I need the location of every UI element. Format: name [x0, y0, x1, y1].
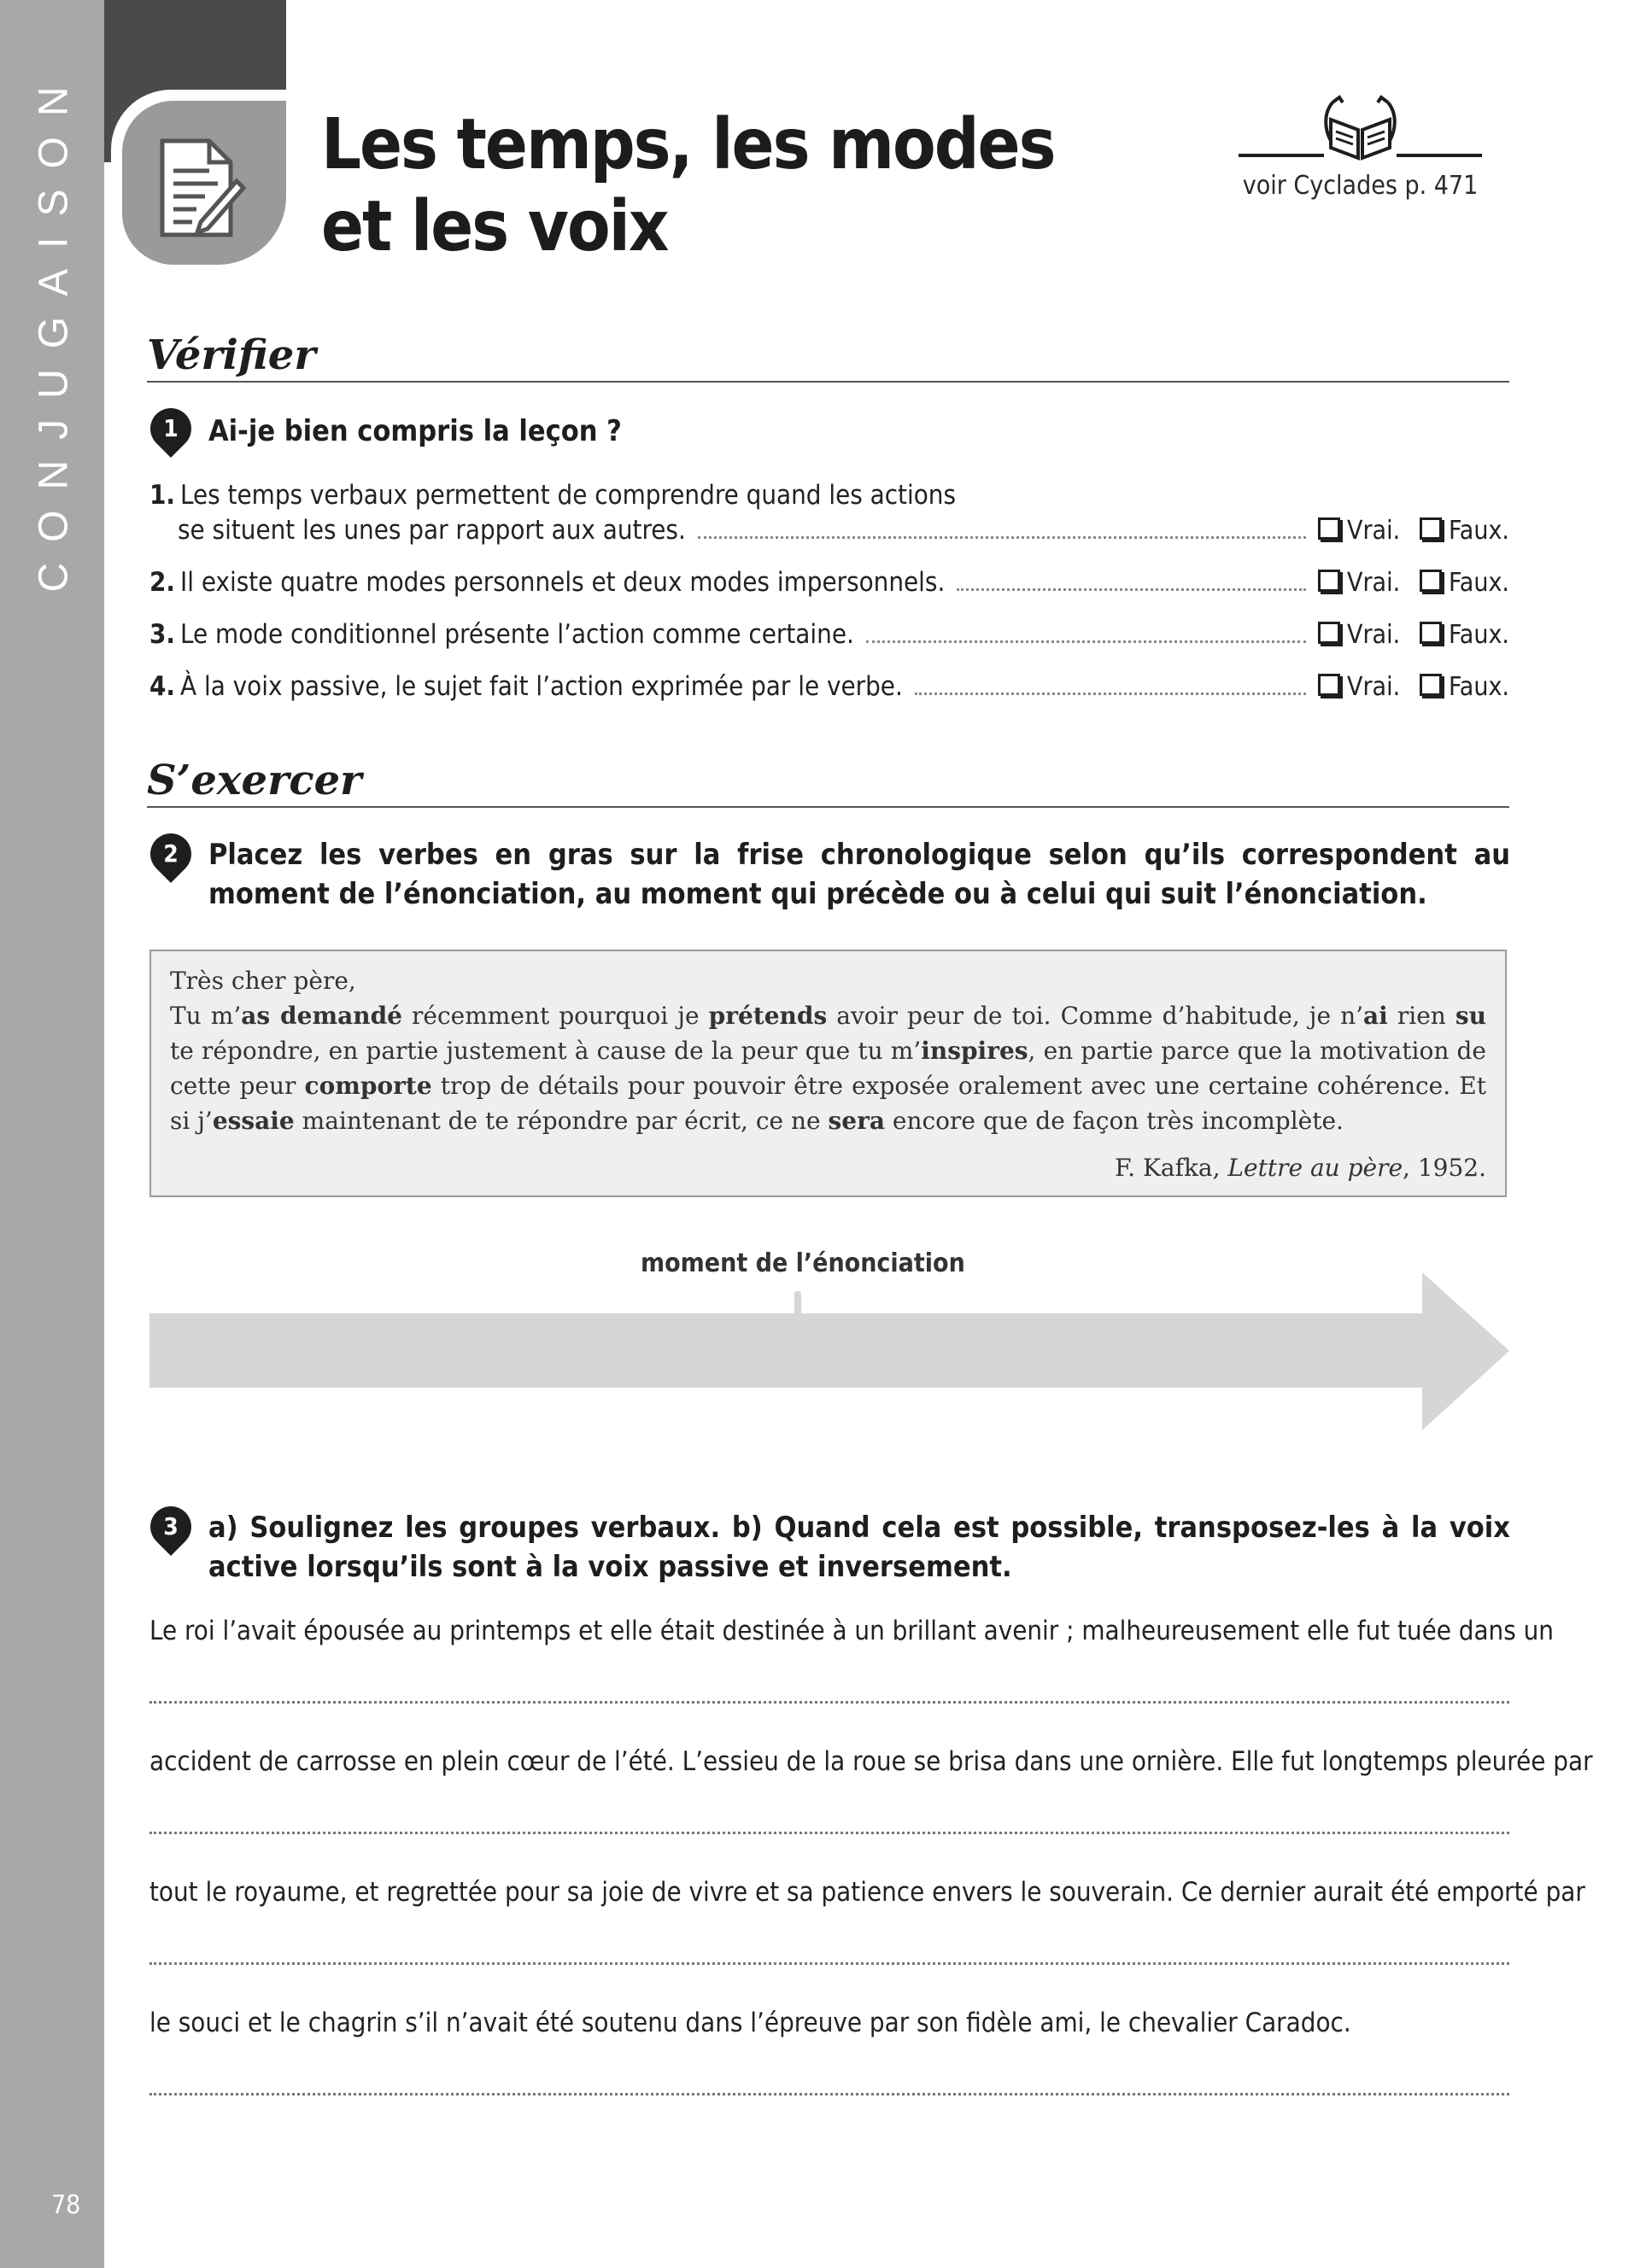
quote-text: Tu m’as demandé récemment pourquoi je prétends avoir peur de toi. Comme d’habitude, je n’ai rien su te répondre, en partie justement à cause de la peur que tu m’inspires, en partie parce que la motivation de cette peur comporte trop de détails pour pouvoir être exposée oralement avec une certaine cohérence. Et si j’essaie maintenant de te répondre par écrit, ce ne sera encore que de façon très incomplète.: [170, 1002, 1487, 1135]
question-item: se situent les unes par rapport aux autres. Vrai. Faux.: [178, 515, 1509, 546]
section-rule: [147, 381, 1509, 383]
question-item: 2. Il existe quatre modes personnels et deux modes impersonnels. Vrai. Faux.: [149, 567, 1509, 598]
exercise-text-line: tout le royaume, et regrettée pour sa joie de vivre et sa patience envers le souverain. Ce dernier aurait été emporté par: [149, 1877, 1585, 1908]
page-number: 78: [51, 2190, 81, 2220]
reading-book-icon: [1324, 94, 1397, 162]
dotted-leader: [866, 640, 1306, 643]
exercise-text-line: le souci et le chagrin s’il n’avait été soutenu dans l’épreuve par son fidèle ami, le chevalier Caradoc.: [149, 2008, 1351, 2038]
reference-text: voir Cyclades p. 471: [1242, 171, 1479, 201]
exercise-text-line: Le roi l’avait épousée au printemps et elle était destinée à un brillant avenir ; malheureusement elle fut tuée dans un: [149, 1616, 1554, 1646]
exercise-number-badge: 1: [142, 400, 200, 458]
true-checkbox[interactable]: Vrai.: [1318, 516, 1400, 546]
false-checkbox[interactable]: Faux.: [1420, 620, 1509, 650]
false-checkbox[interactable]: Faux.: [1420, 672, 1509, 702]
section-heading-exercer: S’exercer: [147, 757, 362, 804]
section-rule: [147, 806, 1509, 808]
true-checkbox[interactable]: Vrai.: [1318, 672, 1400, 702]
exercise-number-badge: 3: [142, 1498, 200, 1556]
quote-source: F. Kafka, Lettre au père, 1952.: [1115, 1154, 1486, 1182]
false-checkbox[interactable]: Faux.: [1420, 516, 1509, 546]
exercise-text-line: accident de carrosse en plein cœur de l’été. L’essieu de la roue se brisa dans une ornière. Elle fut longtemps pleurée par: [149, 1746, 1593, 1777]
dotted-leader: [698, 535, 1306, 539]
section-label-vertical: CONJUGAISON: [31, 65, 77, 593]
document-pencil-icon: [158, 137, 248, 239]
answer-line[interactable]: [149, 1962, 1509, 1965]
false-checkbox[interactable]: Faux.: [1420, 568, 1509, 598]
page-title: Les temps, les modes et les voix: [321, 104, 1055, 267]
exercise-title: Ai-je bien compris la leçon ?: [208, 414, 622, 448]
exercise-title: a) Soulignez les groupes verbaux. b) Quand cela est possible, transposez-les à la voix active lorsqu’ils sont à la voix passive et inversement.: [208, 1511, 1510, 1584]
dotted-leader: [957, 587, 1306, 591]
timeline-label: moment de l’énonciation: [641, 1248, 965, 1278]
timeline-arrow[interactable]: [149, 1272, 1509, 1430]
quote-salutation: Très cher père,: [170, 967, 356, 995]
question-item: 3. Le mode conditionnel présente l’action comme certaine. Vrai. Faux.: [149, 619, 1509, 650]
dotted-leader: [915, 692, 1306, 695]
exercise-number-badge: 2: [142, 825, 200, 883]
exercise-title: Placez les verbes en gras sur la frise chronologique selon qu’ils correspondent au moment de l’énonciation, au moment qui précède ou à celui qui suit l’énonciation.: [208, 838, 1510, 911]
question-item: 4. À la voix passive, le sujet fait l’action exprimée par le verbe. Vrai. Faux.: [149, 671, 1509, 702]
section-heading-verifier: Vérifier: [147, 331, 316, 379]
question-item: 1. Les temps verbaux permettent de comprendre quand les actions: [149, 480, 957, 511]
answer-line[interactable]: [149, 1832, 1509, 1834]
answer-line[interactable]: [149, 1701, 1509, 1704]
true-checkbox[interactable]: Vrai.: [1318, 568, 1400, 598]
quote-box: [149, 950, 1507, 1197]
answer-line[interactable]: [149, 2093, 1509, 2096]
true-checkbox[interactable]: Vrai.: [1318, 620, 1400, 650]
